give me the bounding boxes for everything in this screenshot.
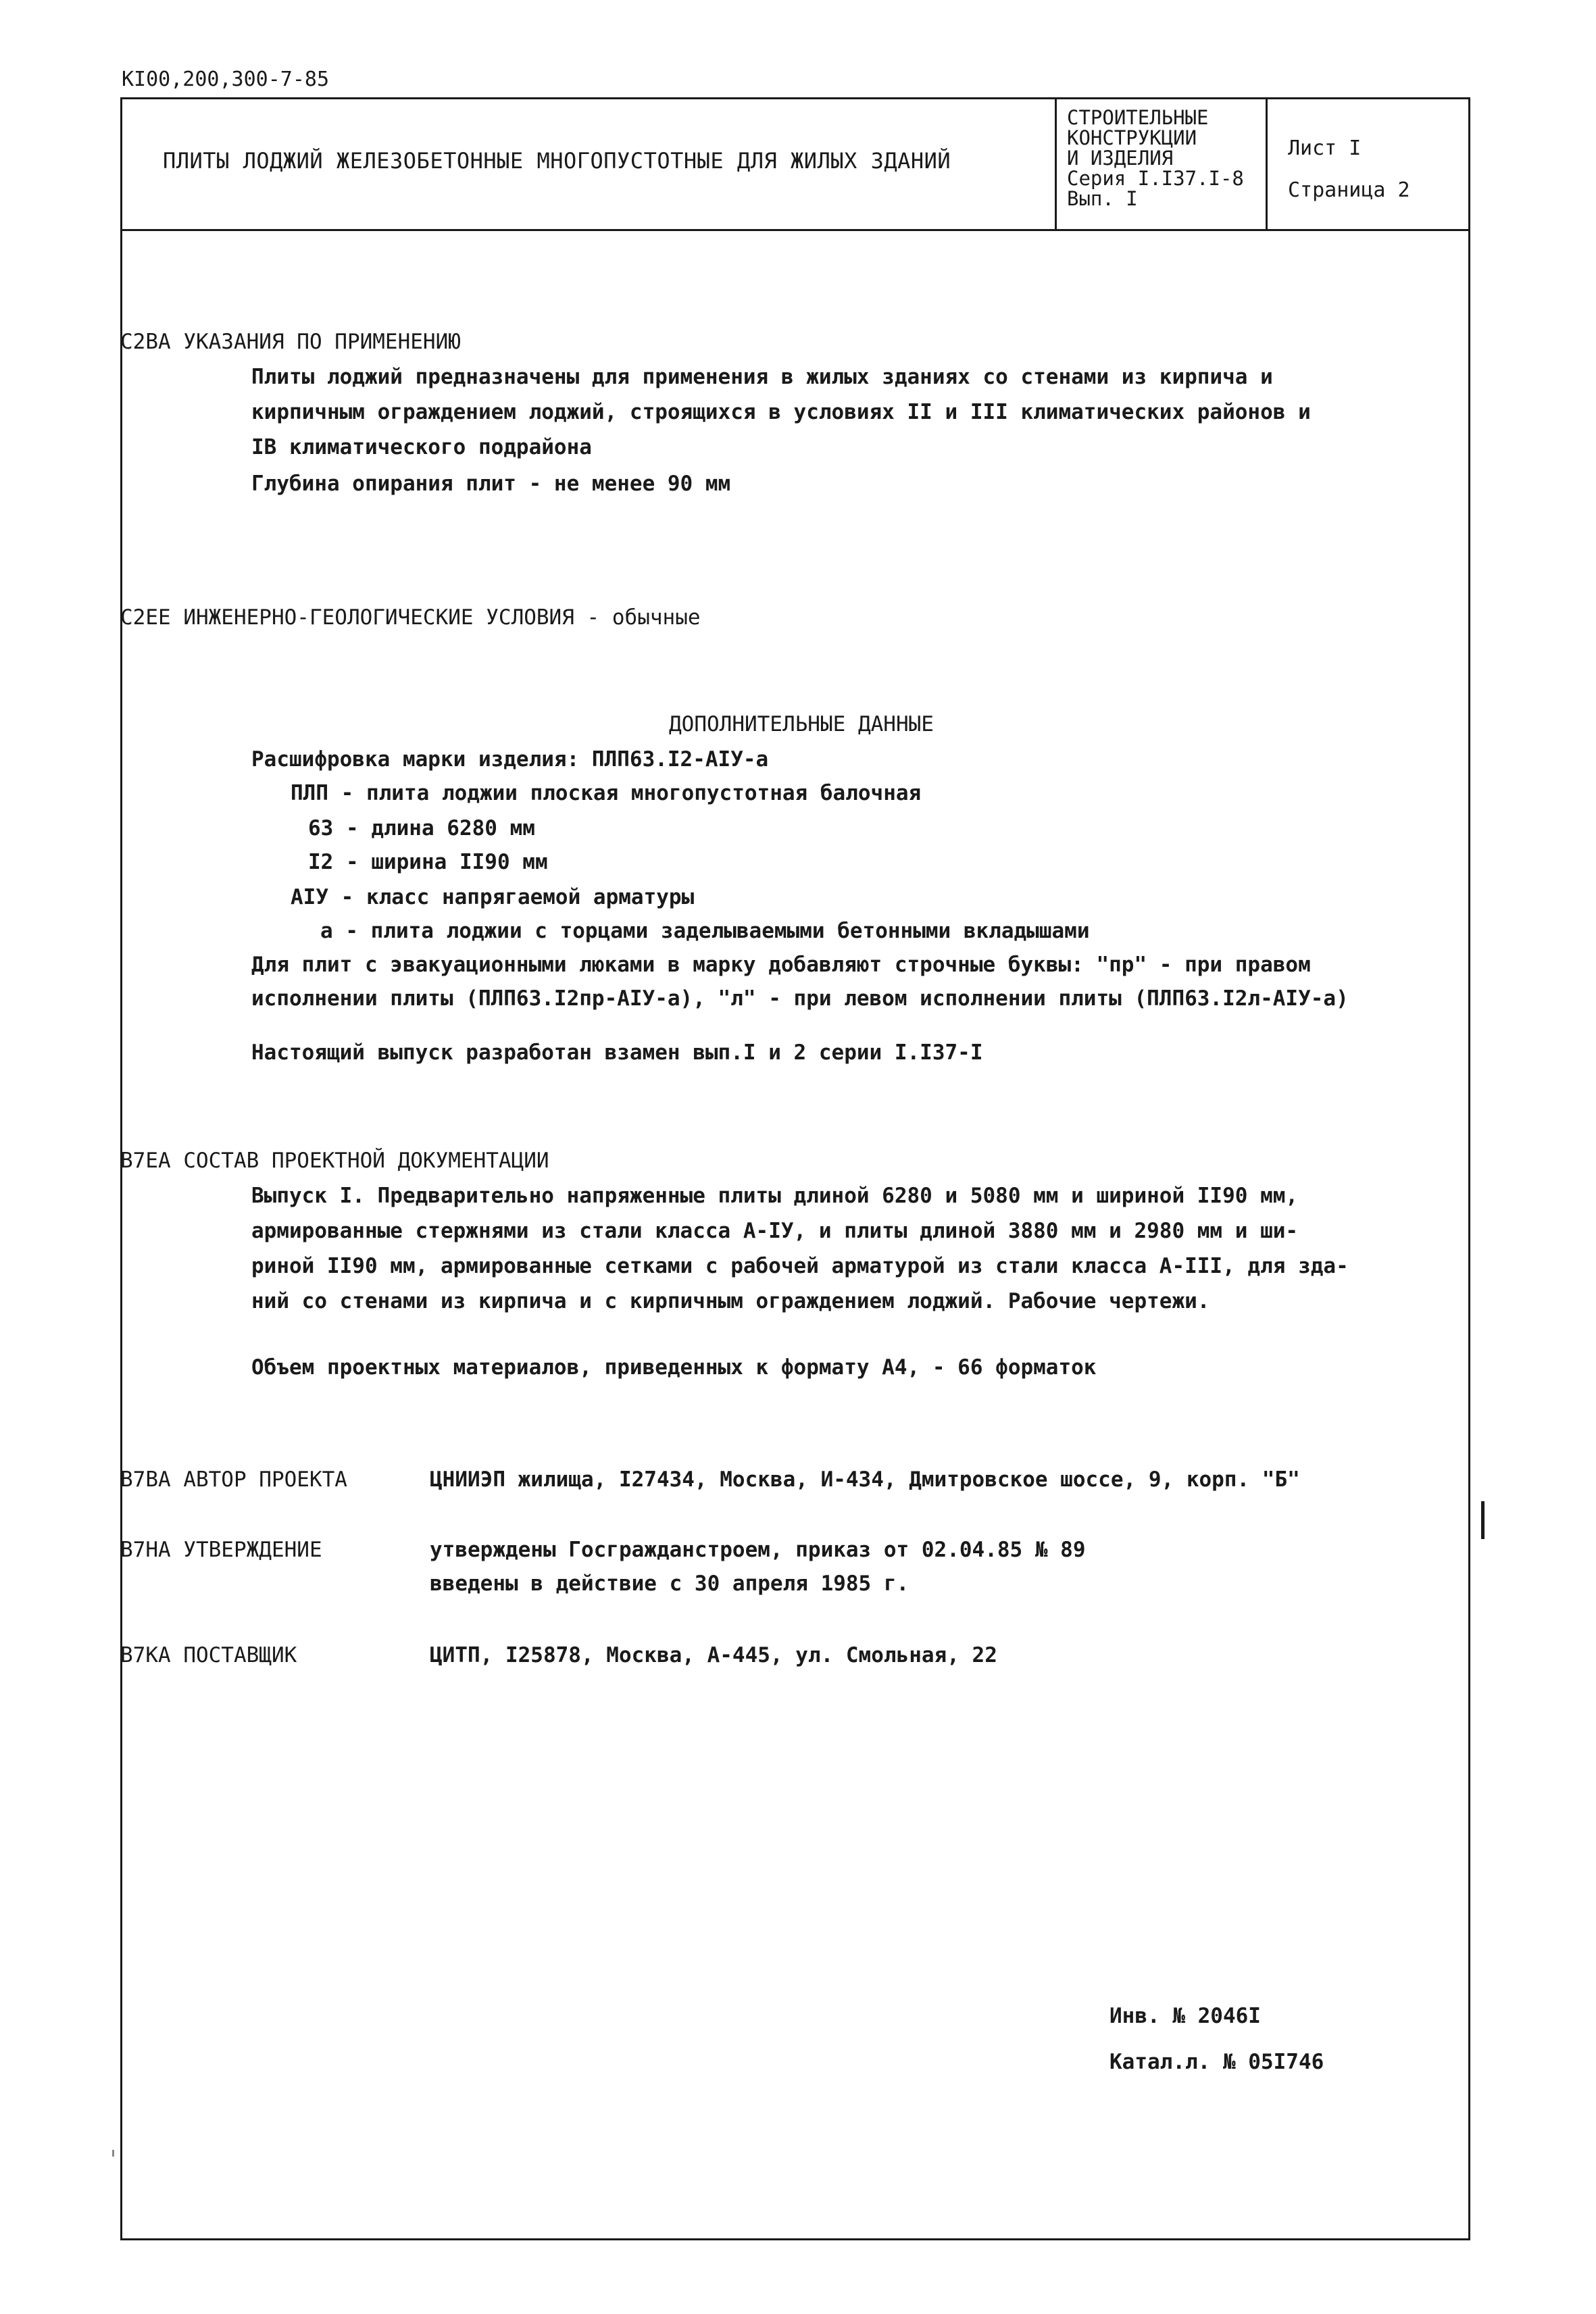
section-heading-documentation: В7ЕА СОСТАВ ПРОЕКТНОЙ ДОКУМЕНТАЦИИ <box>120 1149 549 1173</box>
documentation-volume: Объем проектных материалов, приведенных к формату А4, - 66 форматок <box>251 1355 1097 1380</box>
author-value: ЦНИИЭП жилища, I27434, Москва, И-434, Дмитровское шоссе, 9, корп. "Б" <box>430 1467 1300 1492</box>
documentation-text-line: риной II90 мм, армированные сетками с рабочей арматурой из стали класса А-III, для зда- <box>251 1254 1349 1278</box>
evacuation-note-line: Для плит с эвакуационными люками в марку добавляют строчные буквы: "пр" - при правом <box>251 953 1311 977</box>
scan-artifact <box>112 2150 114 2157</box>
mark-item: АIУ - класс напрягаемой арматуры <box>291 885 695 909</box>
application-text-line: Глубина опирания плит - не менее 90 мм <box>251 472 731 496</box>
series-line: Вып. I <box>1067 187 1138 210</box>
supplier-label: В7КА ПОСТАВЩИК <box>120 1643 297 1667</box>
series-line: СТРОИТЕЛЬНЫЕ <box>1067 106 1209 129</box>
header-title: ПЛИТЫ ЛОДЖИЙ ЖЕЛЕЗОБЕТОННЫЕ МНОГОПУСТОТНЫЕ ДЛЯ ЖИЛЫХ ЗДАНИЙ <box>163 148 951 174</box>
application-text-line: Плиты лоджий предназначены для применения в жилых зданиях со стенами из кирпича и <box>251 365 1273 389</box>
replacement-note: Настоящий выпуск разработан взамен вып.I и 2 серии I.I37-I <box>251 1040 983 1065</box>
extra-data-title: ДОПОЛНИТЕЛЬНЫЕ ДАННЫЕ <box>669 712 934 736</box>
supplier-value: ЦИТП, I25878, Москва, А-445, ул. Смольная, 22 <box>430 1643 997 1667</box>
catalog-number: Катал.л. № 05I746 <box>1109 2050 1324 2074</box>
page-number: Страница 2 <box>1288 178 1410 202</box>
evacuation-note-line: исполнении плиты (ПЛП63.I2пр-АIУ-а), "л" - при левом исполнении плиты (ПЛП63.I2л-АIУ-а) <box>251 986 1349 1011</box>
application-text-line: кирпичным ограждением лоджий, строящихся в условиях II и III климатических районов и <box>251 400 1311 424</box>
application-text-line: IВ климатического подрайона <box>251 435 592 459</box>
series-line: КОНСТРУКЦИИ <box>1067 126 1197 149</box>
mark-item: 63 - длина 6280 мм <box>308 816 535 840</box>
section-heading-geology: С2ЕЕ ИНЖЕНЕРНО-ГЕОЛОГИЧЕСКИЕ УСЛОВИЯ - обычные <box>120 605 701 630</box>
header-column-divider <box>1055 99 1057 229</box>
series-block <box>1067 107 1263 209</box>
approval-line: утверждены Госгражданстроем, приказ от 02.04.85 № 89 <box>430 1538 1086 1562</box>
approval-label: В7НА УТВЕРЖДЕНИЕ <box>120 1538 322 1562</box>
series-line: Серия I.I37.I-8 <box>1067 167 1244 190</box>
approval-line: введены в действие с 30 апреля 1985 г. <box>430 1571 909 1596</box>
header-divider <box>122 229 1468 231</box>
section-heading-application: С2ВА УКАЗАНИЯ ПО ПРИМЕНЕНИЮ <box>120 330 461 354</box>
author-label: В7ВА АВТОР ПРОЕКТА <box>120 1467 347 1492</box>
documentation-text-line: Выпуск I. Предварительно напряженные плиты длиной 6280 и 5080 мм и шириной II90 мм, <box>251 1184 1299 1208</box>
sheet-number: Лист I <box>1288 136 1362 160</box>
mark-decoding-intro: Расшифровка марки изделия: ПЛП63.I2-АIУ-а <box>251 747 769 772</box>
document-code: КI00,200,300-7-85 <box>122 68 330 91</box>
sheet-block <box>1288 128 1410 211</box>
inventory-number: Инв. № 2046I <box>1109 2004 1261 2028</box>
series-line: И ИЗДЕЛИЯ <box>1067 147 1174 170</box>
header-column-divider <box>1266 99 1268 229</box>
mark-item: а - плита лоджии с торцами заделываемыми бетонными вкладышами <box>320 919 1090 943</box>
documentation-text-line: ний со стенами из кирпича и с кирпичным ограждением лоджий. Рабочие чертежи. <box>251 1289 1210 1313</box>
mark-item: ПЛП - плита лоджии плоская многопустотная балочная <box>291 781 922 805</box>
documentation-text-line: армированные стержнями из стали класса А-IУ, и плиты длиной 3880 мм и 2980 мм и ши- <box>251 1219 1299 1243</box>
mark-item: I2 - ширина II90 мм <box>308 850 548 874</box>
scan-artifact <box>1481 1501 1485 1539</box>
